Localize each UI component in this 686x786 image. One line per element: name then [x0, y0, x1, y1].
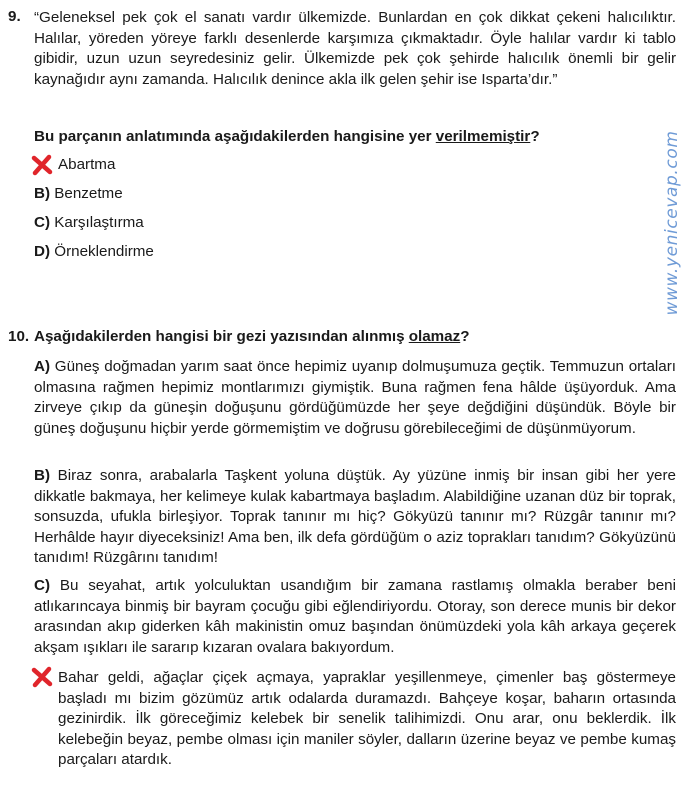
question-10-option-c[interactable]	[34, 576, 676, 658]
watermark-text: www.yenicevap.com	[662, 129, 682, 316]
option-text: Bahar geldi, ağaçlar çiçek açmaya, yapraklar yeşillenmeye, çimenler baş göstermeye başladı mı bizim gözümüz artık odalarda duramazdı. Bahçeye koşar, baharın ortasında gezinirdik. İlk göreceğimiz kelebek bir senelik talihimizdi. Onu arar, onu beklerdik. İlk kelebeğin beyaz, pembe olması için maniler söyler, dalların üzerine beyaz ve pembe kumaş parçaları atardık.	[58, 669, 676, 768]
question-9-option-b[interactable]	[34, 185, 123, 202]
option-text: Karşılaştırma	[54, 214, 144, 231]
option-letter: C)	[34, 577, 51, 594]
watermark	[661, 110, 683, 335]
question-9-option-a[interactable]	[58, 156, 115, 173]
option-text: Biraz sonra, arabalarla Taşkent yoluna düştük. Ay yüzüne inmiş bir insan gibi her yere dikkatle bakmaya, her kelimeye kulak kabartmaya başladım. Alabildiğine uzanan düz bir toprak, sonsuzda, ufukla birleşiyor. Toprak tanınır mı hiç? Gökyüzü tanınır mı? Rüzgâr tanınır mı? Herhâlde hayır diyeceksiniz! Ama ben, ilk defa gördüğüm o aziz toprakları tanıdım? Gökyüzünü tanıdım! Rüzgârını tanıdım!	[34, 467, 676, 566]
question-9-stem-end: ?	[530, 128, 540, 145]
question-10-option-b[interactable]	[34, 466, 676, 569]
question-10-stem-text: Aşağıdakilerden hangisi bir gezi yazısından alınmış	[34, 328, 409, 345]
question-10-option-d[interactable]	[58, 668, 676, 771]
option-text: Abartma	[58, 156, 116, 173]
option-letter: B)	[34, 467, 51, 484]
option-text: Benzetme	[54, 185, 123, 202]
question-10-option-a[interactable]	[34, 357, 676, 439]
answer-mark-icon	[31, 154, 53, 176]
question-10-stem	[34, 328, 470, 345]
question-9-passage: “Geleneksel pek çok el sanatı vardır ülkemizde. Bunlardan en çok dikkat çekeni halıcılıktır. Halılar, yöreden yöreye farklı desenlerde karşımıza çıkmaktadır. Öyle halılar vardır ki tablo gibidir, uzun uzun seyredesiniz gelir. Ülkemizde pek çok şehirde halıcılık önemli bir gelir kaynağıdır aynı zamanda. Halıcılık denince akla ilk gelen şehir ise Isparta’dır.”	[34, 9, 676, 88]
option-text: Bu seyahat, artık yolculuktan usandığım bir zamana rastlamış olmakla beraber beni atlıkarıncaya binmiş bir bayram çocuğu gibi eğlendiriyordu. Otoray, son derece munis bir dekor arasından akıp giderken kâh makinistin omuz başından önümüzdeki yola kâh arkaya geçerek akşam ışıkları ile sararıp kızaran ovalara bakıyordum.	[34, 577, 676, 656]
question-9-option-d[interactable]	[34, 243, 154, 260]
question-9-stem-underlined: verilmemiştir	[435, 128, 531, 145]
option-letter: C)	[34, 214, 51, 231]
answer-mark-icon	[31, 666, 53, 688]
option-text: Güneş doğmadan yarım saat önce hepimiz uyanıp dolmuşumuza geçtik. Temmuzun ortaları olmasına rağmen hepimiz montlarımızı giymiştik. Buna rağmen fena hâlde üşüyorduk. Ama zirveye çıkıp da güneşin doğuşunu gördüğümüzde her şeye değdiğini düşündük. Böyle bir güneş doğuşunu hiçbir yerde görmemiştim ve doğrusu görebileceğimi de düşünmüyorum.	[34, 358, 676, 437]
question-9-option-c[interactable]	[34, 214, 144, 231]
question-9-stem	[34, 128, 540, 145]
question-10-number: 10.	[8, 328, 30, 345]
option-letter: A)	[34, 358, 51, 375]
question-10-stem-end: ?	[460, 328, 470, 345]
option-letter: B)	[34, 185, 51, 202]
question-9-number: 9.	[8, 8, 21, 25]
question-10-stem-underlined: olamaz	[408, 328, 461, 345]
option-letter: D)	[34, 243, 51, 260]
question-9-stem-text: Bu parçanın anlatımında aşağıdakilerden hangisine yer	[34, 128, 436, 145]
option-text: Örneklendirme	[54, 243, 154, 260]
